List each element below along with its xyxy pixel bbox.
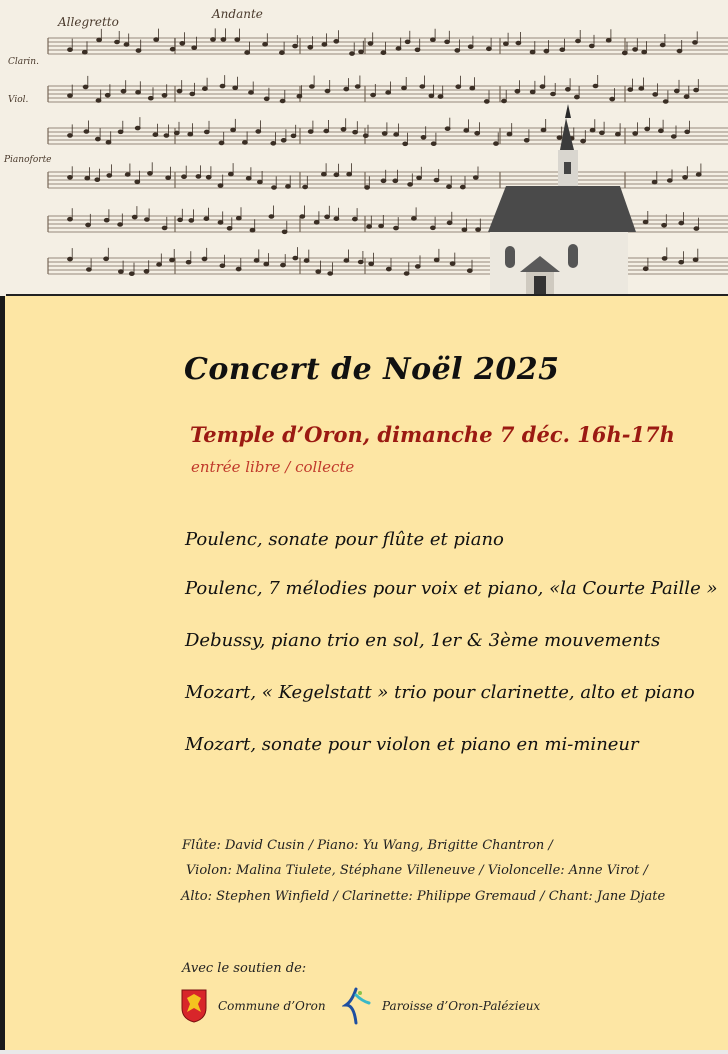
venue-date-line: Temple d’Oron, dimanche 7 déc. 16h-17h	[190, 422, 675, 447]
program-item: Poulenc, 7 mélodies pour voix et piano, «la Courte Paille »	[185, 578, 718, 599]
entry-line: entrée libre / collecte	[191, 458, 355, 476]
score-label: Clarin.	[8, 57, 39, 67]
score-label: Andante	[212, 7, 263, 21]
program-item: Poulenc, sonate pour flûte et piano	[185, 529, 504, 550]
musicians-line: Violon: Malina Tiulete, Stéphane Villeneuve / Violoncelle: Anne Virot /	[186, 863, 648, 878]
header-image	[0, 0, 728, 296]
support-label: Avec le soutien de:	[182, 961, 307, 976]
score-label: Viol.	[8, 95, 29, 105]
bottom-edge	[0, 1050, 728, 1054]
concert-title: Concert de Noël 2025	[184, 352, 560, 387]
program-item: Mozart, sonate pour violon et piano en mi-mineur	[185, 734, 639, 755]
parish-cross-icon	[342, 987, 372, 1025]
program-item: Mozart, « Kegelstatt » trio pour clarinette, alto et piano	[185, 682, 695, 703]
sponsor-parish	[342, 986, 540, 1026]
sponsor-commune	[180, 986, 326, 1026]
sponsor-label: Commune d’Oron	[218, 999, 326, 1013]
program-item: Debussy, piano trio en sol, 1er & 3ème mouvements	[185, 630, 661, 651]
score-label: Pianoforte	[4, 155, 52, 165]
coat-of-arms-icon	[180, 988, 208, 1024]
musicians-line: Flûte: David Cusin / Piano: Yu Wang, Brigitte Chantron /	[182, 838, 553, 853]
music-score-illustration	[0, 0, 728, 296]
sponsor-label: Paroisse d’Oron-Palézieux	[382, 999, 541, 1013]
score-label: Allegretto	[58, 15, 119, 29]
header-divider	[6, 294, 728, 296]
musicians-line: Alto: Stephen Winfield / Clarinette: Philippe Gremaud / Chant: Jane Djate	[181, 889, 666, 904]
